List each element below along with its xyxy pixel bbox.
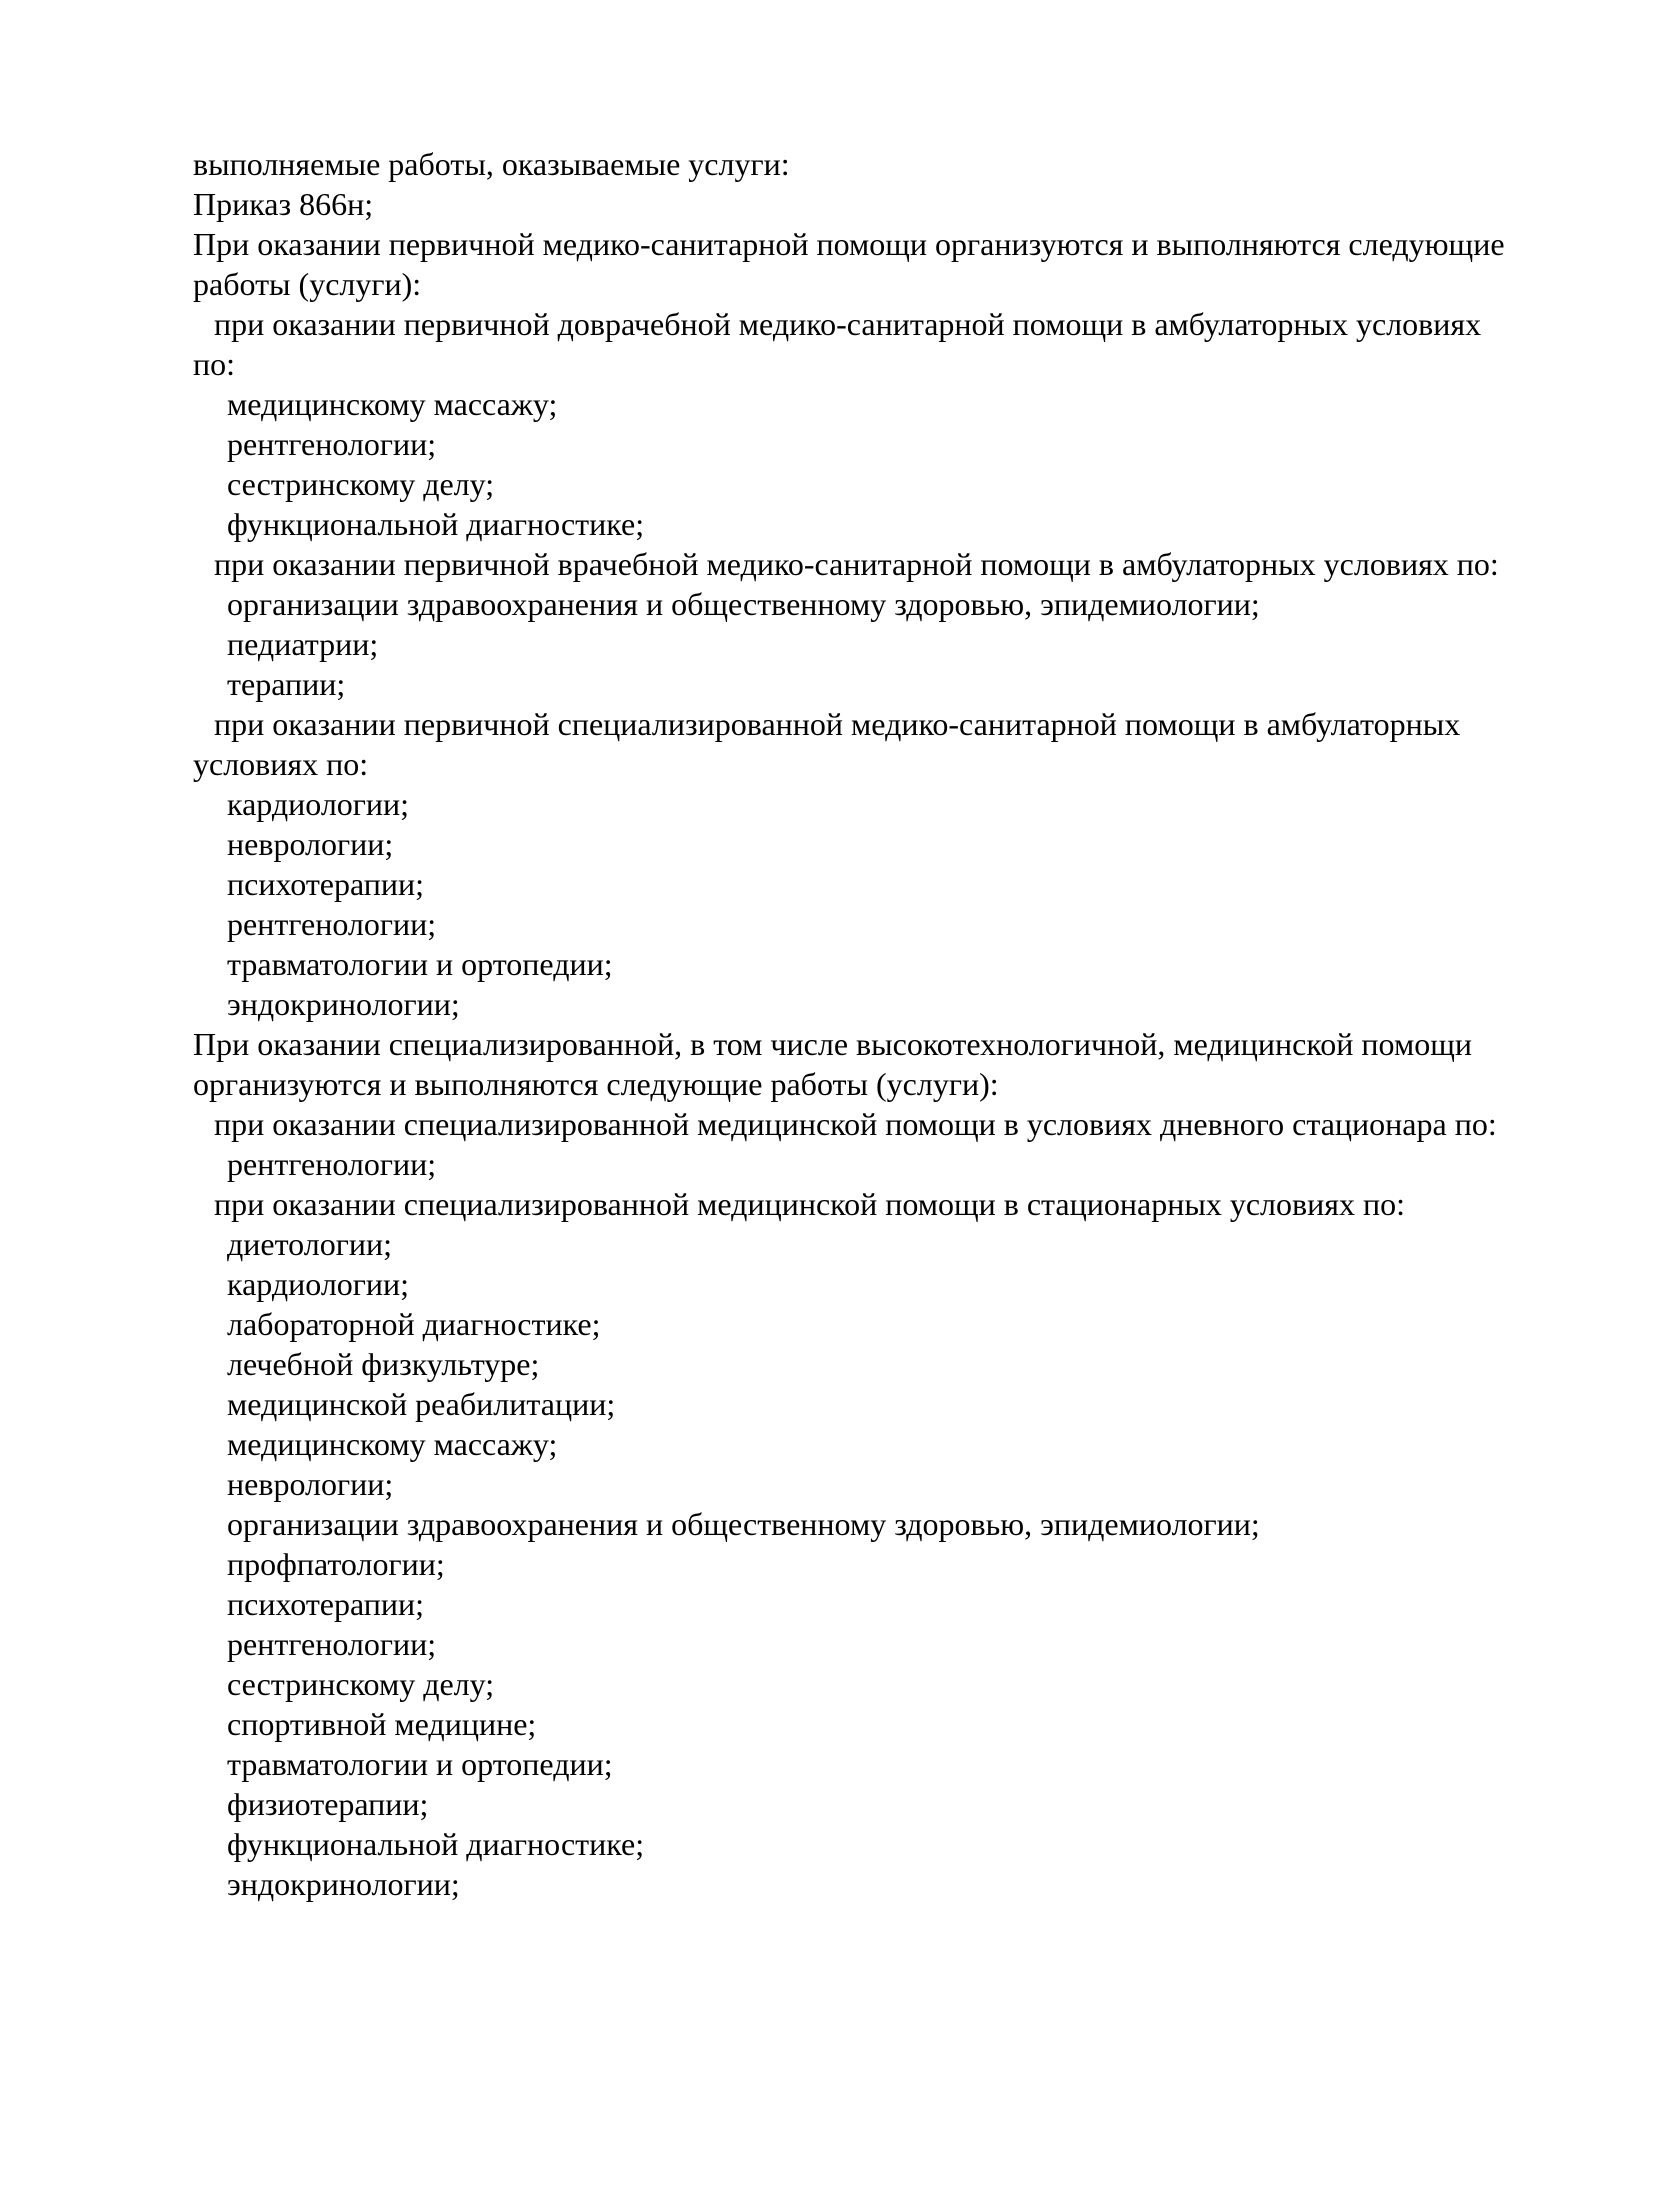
text-line: по: — [193, 346, 236, 382]
text-line: при оказании первичной доврачебной медико-санитарной помощи в амбулаторных условиях — [214, 306, 1482, 342]
document-body — [193, 144, 1633, 1904]
text-line: медицинской реабилитации; — [227, 1386, 616, 1422]
text-line: условиях по: — [193, 746, 369, 782]
text-line: работы (услуги): — [193, 266, 422, 302]
text-line: рентгенологии; — [227, 426, 437, 462]
text-line: при оказании специализированной медицинской помощи в условиях дневного стационара по: — [214, 1106, 1497, 1142]
text-line: При оказании специализированной, в том числе высокотехнологичной, медицинской помощи — [193, 1026, 1472, 1062]
text-line: диетологии; — [227, 1226, 392, 1262]
text-line: рентгенологии; — [227, 1146, 437, 1182]
text-line: физиотерапии; — [227, 1786, 429, 1822]
text-line: терапии; — [227, 666, 346, 702]
text-line: при оказании первичной врачебной медико-санитарной помощи в амбулаторных условиях по: — [214, 546, 1499, 582]
text-line: медицинскому массажу; — [227, 1426, 558, 1462]
text-line: при оказании специализированной медицинской помощи в стационарных условиях по: — [214, 1186, 1405, 1222]
text-line: организуются и выполняются следующие работы (услуги): — [193, 1066, 999, 1102]
text-line: организации здравоохранения и общественному здоровью, эпидемиологии; — [227, 586, 1260, 622]
text-line: педиатрии; — [227, 626, 379, 662]
text-line: рентгенологии; — [227, 906, 437, 942]
text-line: травматологии и ортопедии; — [227, 1746, 613, 1782]
text-line: спортивной медицине; — [227, 1706, 537, 1742]
text-line: лечебной физкультуре; — [227, 1346, 540, 1382]
text-line: неврологии; — [227, 1466, 394, 1502]
text-line: Приказ 866н; — [193, 186, 374, 222]
text-line: При оказании первичной медико-санитарной помощи организуются и выполняются следующие — [193, 226, 1505, 262]
text-line: сестринскому делу; — [227, 1666, 495, 1702]
text-line: кардиологии; — [227, 1266, 410, 1302]
text-line: при оказании первичной специализированной медико-санитарной помощи в амбулаторных — [214, 706, 1461, 742]
text-line: психотерапии; — [227, 1586, 425, 1622]
text-line: медицинскому массажу; — [227, 386, 558, 422]
text-line: эндокринологии; — [227, 986, 460, 1022]
text-line: профпатологии; — [227, 1546, 445, 1582]
text-line: выполняемые работы, оказываемые услуги: — [193, 146, 790, 182]
text-line: травматологии и ортопедии; — [227, 946, 613, 982]
text-line: функциональной диагностике; — [227, 506, 645, 542]
text-line: функциональной диагностике; — [227, 1826, 645, 1862]
text-line: эндокринологии; — [227, 1866, 460, 1902]
text-line: психотерапии; — [227, 866, 425, 902]
text-line: кардиологии; — [227, 786, 410, 822]
text-line: сестринскому делу; — [227, 466, 495, 502]
text-line: организации здравоохранения и общественному здоровью, эпидемиологии; — [227, 1506, 1260, 1542]
text-line: неврологии; — [227, 826, 394, 862]
text-line: рентгенологии; — [227, 1626, 437, 1662]
text-line: лабораторной диагностике; — [227, 1306, 601, 1342]
